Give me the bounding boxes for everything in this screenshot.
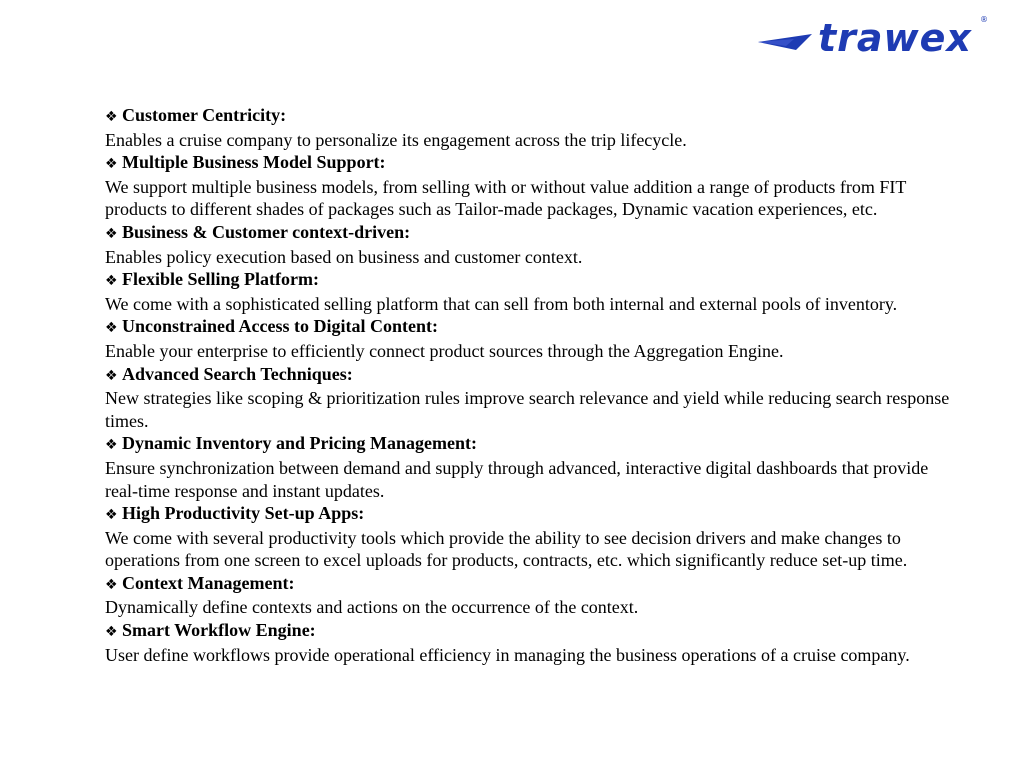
trawex-logo (756, 12, 996, 60)
item-title: Unconstrained Access to Digital Content: (122, 316, 438, 337)
item-title: Smart Workflow Engine: (122, 620, 316, 641)
item-description: Dynamically define contexts and actions on the occurrence of the context. (105, 597, 639, 618)
logo-wordmark: trawex (818, 16, 972, 60)
diamond-bullet-icon: ❖ (105, 156, 118, 173)
diamond-bullet-icon: ❖ (105, 437, 118, 454)
item-title: Context Management: (122, 572, 295, 593)
list-item (105, 432, 955, 502)
item-title: Dynamic Inventory and Pricing Management: (122, 433, 477, 454)
feature-list (105, 104, 955, 666)
item-description: We support multiple business models, from selling with or without value addition a range of products from FIT products to different shades of packages such as Tailor-made packages, Dynamic vacation experiences, etc. (105, 176, 907, 220)
list-item (105, 221, 955, 268)
list-item (105, 268, 955, 315)
item-title: Flexible Selling Platform: (122, 269, 319, 290)
diamond-bullet-icon: ❖ (105, 507, 118, 524)
list-item (105, 363, 955, 433)
item-description: We come with a sophisticated selling platform that can sell from both internal and external pools of inventory. (105, 293, 898, 314)
list-item (105, 315, 955, 362)
list-item (105, 619, 955, 666)
trawex-logo-graphic (756, 12, 996, 60)
list-item (105, 151, 955, 221)
item-title: Multiple Business Model Support: (122, 152, 386, 173)
diamond-bullet-icon: ❖ (105, 273, 118, 290)
list-item (105, 502, 955, 572)
list-item (105, 572, 955, 619)
item-title: Advanced Search Techniques: (122, 363, 353, 384)
diamond-bullet-icon: ❖ (105, 225, 118, 242)
item-description: User define workflows provide operational efficiency in managing the business operations of a cruise company. (105, 644, 910, 665)
diamond-bullet-icon: ❖ (105, 109, 118, 125)
item-title: High Productivity Set-up Apps: (122, 503, 365, 524)
item-description: Enables a cruise company to personalize its engagement across the trip lifecycle. (105, 129, 687, 150)
item-description: Enable your enterprise to efficiently connect product sources through the Aggregation Engine. (105, 340, 784, 361)
list-item (105, 104, 955, 151)
diamond-bullet-icon: ❖ (105, 576, 118, 593)
item-description: Enables policy execution based on business and customer context. (105, 246, 583, 267)
item-description: Ensure synchronization between demand and supply through advanced, interactive digital dashboards that provide real-time response and instant updates. (105, 457, 929, 501)
diamond-bullet-icon: ❖ (105, 320, 118, 337)
logo-registered-mark: ® (980, 15, 988, 24)
item-description: We come with several productivity tools which provide the ability to see decision drivers and make changes to operations from one screen to excel uploads for products, contracts, etc. which significantly reduce set-up time. (105, 527, 908, 571)
item-title: Business & Customer context-driven: (122, 221, 411, 242)
diamond-bullet-icon: ❖ (105, 367, 118, 384)
item-title: Customer Centricity: (122, 105, 287, 125)
item-description: New strategies like scoping & prioritization rules improve search relevance and yield while reducing search response times. (105, 388, 950, 431)
diamond-bullet-icon: ❖ (105, 624, 118, 641)
